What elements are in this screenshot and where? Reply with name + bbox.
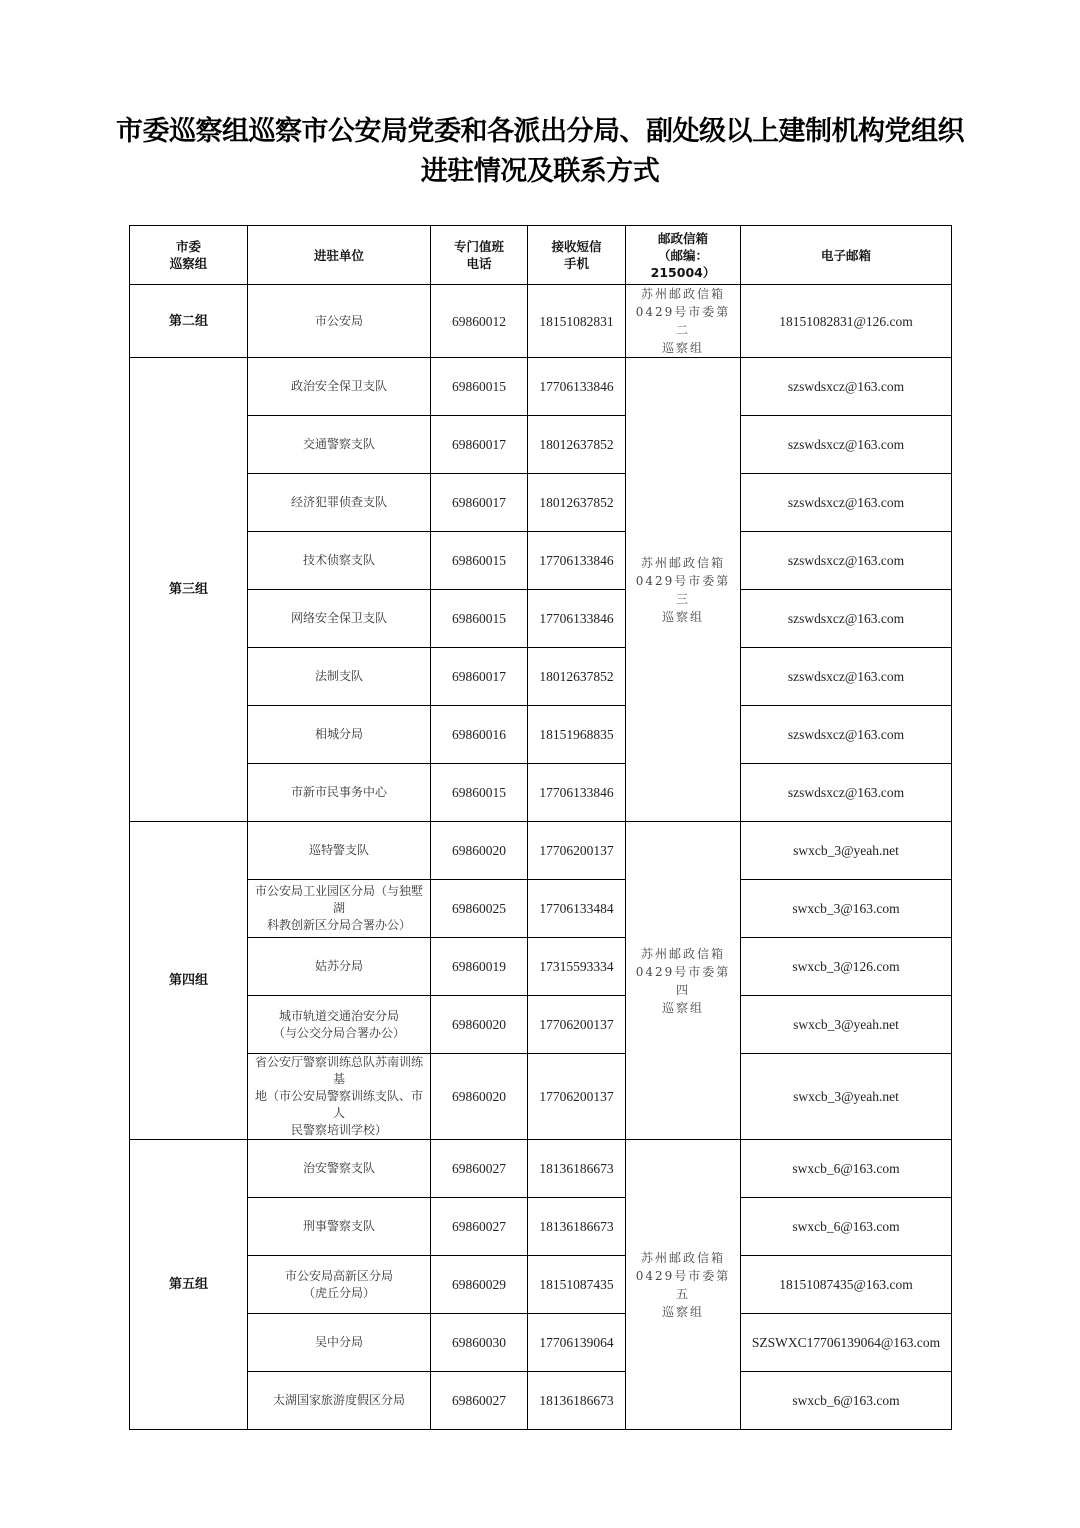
unit-line: 市公安局: [314, 313, 363, 328]
table-row: [130, 1140, 952, 1198]
email-cell: szswdsxcz@163.com: [741, 474, 952, 532]
unit-line: 政治安全保卫支队: [290, 379, 387, 393]
mailbox-line: 0429号市委第四: [635, 964, 731, 997]
unit-cell: [248, 880, 431, 938]
phone-cell: 69860016: [431, 706, 528, 764]
table-row: [130, 1054, 952, 1140]
unit-cell: [248, 358, 431, 416]
mailbox-line: 0429号市委第五: [635, 1268, 731, 1301]
unit-cell: [248, 822, 431, 880]
phone-cell: 69860017: [431, 416, 528, 474]
header-email: 电子邮箱: [741, 226, 952, 285]
mailbox-line: 苏州邮政信箱: [640, 946, 725, 961]
unit-line: 经济犯罪侦查支队: [290, 495, 387, 509]
unit-line: 城市轨道交通治安分局: [278, 1008, 399, 1023]
unit-cell: [248, 416, 431, 474]
unit-line: 技术侦察支队: [302, 553, 375, 567]
mailbox-line: 巡察组: [661, 341, 704, 355]
unit-line: 刑事警察支队: [302, 1219, 375, 1233]
unit-line: 民警察培训学校）: [290, 1123, 387, 1137]
phone-cell: 69860020: [431, 1054, 528, 1140]
sms-cell: 18012637852: [528, 416, 626, 474]
group-name: 第四组: [130, 822, 248, 1140]
table-row: [130, 1198, 952, 1256]
mailbox-line: 巡察组: [661, 609, 704, 624]
unit-cell: [248, 1198, 431, 1256]
email-cell: 18151087435@163.com: [741, 1256, 952, 1314]
phone-cell: 69860027: [431, 1372, 528, 1430]
unit-line: 相城分局: [314, 727, 363, 741]
table-row: [130, 1372, 952, 1430]
header-sms: 接收短信 手机: [528, 226, 626, 285]
title-line-1: 市委巡察组巡察市公安局党委和各派出分局、副处级以上建制机构党组织: [116, 116, 964, 147]
sms-cell: 18136186673: [528, 1372, 626, 1430]
email-cell: swxcb_3@yeah.net: [741, 822, 952, 880]
phone-cell: 69860017: [431, 648, 528, 706]
mailbox-line: 巡察组: [661, 1000, 704, 1015]
email-cell: swxcb_3@163.com: [741, 880, 952, 938]
sms-cell: 17315593334: [528, 938, 626, 996]
sms-cell: 17706133846: [528, 532, 626, 590]
sms-cell: 18151968835: [528, 706, 626, 764]
sms-cell: 18151087435: [528, 1256, 626, 1314]
unit-cell: [248, 648, 431, 706]
unit-cell: [248, 1256, 431, 1314]
phone-cell: 69860030: [431, 1314, 528, 1372]
mailbox-cell: [626, 822, 741, 1140]
email-cell: swxcb_3@126.com: [741, 938, 952, 996]
phone-cell: 69860015: [431, 532, 528, 590]
header-unit: 进驻单位: [248, 226, 431, 285]
table-row: [130, 532, 952, 590]
unit-line: 网络安全保卫支队: [290, 611, 387, 625]
unit-cell: [248, 996, 431, 1054]
email-cell: szswdsxcz@163.com: [741, 590, 952, 648]
unit-line: （与公交分局合署办公）: [272, 1025, 405, 1040]
phone-cell: 69860027: [431, 1198, 528, 1256]
unit-line: （虎丘分局）: [302, 1285, 375, 1300]
header-mailbox: 邮政信箱 （邮编：215004）: [626, 226, 741, 285]
unit-line: 科教创新区分局合署办公）: [266, 918, 411, 932]
phone-cell: 69860012: [431, 285, 528, 358]
sms-cell: 18151082831: [528, 285, 626, 358]
email-cell: szswdsxcz@163.com: [741, 706, 952, 764]
email-cell: swxcb_6@163.com: [741, 1372, 952, 1430]
table-row: [130, 996, 952, 1054]
table-row: [130, 358, 952, 416]
mailbox-line: 苏州邮政信箱: [640, 555, 725, 570]
email-cell: SZSWXC17706139064@163.com: [741, 1314, 952, 1372]
phone-cell: 69860015: [431, 764, 528, 822]
email-cell: szswdsxcz@163.com: [741, 532, 952, 590]
phone-cell: 69860020: [431, 996, 528, 1054]
table-row: [130, 764, 952, 822]
unit-cell: [248, 1054, 431, 1140]
group-name: 第三组: [130, 358, 248, 822]
sms-cell: 17706133846: [528, 358, 626, 416]
email-cell: swxcb_3@yeah.net: [741, 1054, 952, 1140]
phone-cell: 69860029: [431, 1256, 528, 1314]
unit-line: 太湖国家旅游度假区分局: [272, 1393, 405, 1407]
sms-cell: 18136186673: [528, 1140, 626, 1198]
phone-cell: 69860019: [431, 938, 528, 996]
header-row: [130, 226, 952, 285]
email-cell: swxcb_6@163.com: [741, 1140, 952, 1198]
table-row: [130, 1314, 952, 1372]
mailbox-line: 巡察组: [661, 1304, 704, 1319]
unit-line: 巡特警支队: [308, 843, 369, 857]
group-name: 第五组: [130, 1140, 248, 1430]
unit-cell: [248, 532, 431, 590]
sms-cell: 17706200137: [528, 1054, 626, 1140]
table-row: [130, 880, 952, 938]
unit-cell: [248, 706, 431, 764]
table-row: [130, 474, 952, 532]
unit-cell: [248, 590, 431, 648]
email-cell: swxcb_3@yeah.net: [741, 996, 952, 1054]
email-cell: 18151082831@126.com: [741, 285, 952, 358]
sms-cell: 17706133484: [528, 880, 626, 938]
phone-cell: 69860020: [431, 822, 528, 880]
phone-cell: 69860015: [431, 358, 528, 416]
unit-line: 市公安局工业园区分局（与独墅湖: [254, 884, 423, 915]
unit-cell: [248, 474, 431, 532]
table-row: [130, 706, 952, 764]
title-line-2: 进驻情况及联系方式: [420, 156, 660, 187]
unit-line: 市新市民事务中心: [290, 785, 387, 799]
group-name: 第二组: [130, 285, 248, 358]
table-row: [130, 590, 952, 648]
unit-line: 姑苏分局: [314, 959, 363, 973]
email-cell: szswdsxcz@163.com: [741, 358, 952, 416]
table-row: [130, 416, 952, 474]
header-group: 市委 巡察组: [130, 226, 248, 285]
email-cell: szswdsxcz@163.com: [741, 416, 952, 474]
mailbox-cell: [626, 1140, 741, 1430]
unit-line: 治安警察支队: [302, 1161, 375, 1175]
table-row: [130, 285, 952, 358]
sms-cell: 18012637852: [528, 474, 626, 532]
header-phone: 专门值班 电话: [431, 226, 528, 285]
unit-cell: [248, 285, 431, 358]
phone-cell: 69860015: [431, 590, 528, 648]
mailbox-line: 苏州邮政信箱: [640, 1250, 725, 1265]
sms-cell: 17706200137: [528, 996, 626, 1054]
unit-cell: [248, 1140, 431, 1198]
sms-cell: 18012637852: [528, 648, 626, 706]
unit-line: 法制支队: [314, 669, 363, 683]
table-row: [130, 648, 952, 706]
sms-cell: 17706139064: [528, 1314, 626, 1372]
mailbox-cell: [626, 285, 741, 358]
mailbox-line: 苏州邮政信箱: [640, 287, 725, 301]
email-cell: szswdsxcz@163.com: [741, 648, 952, 706]
inspection-contact-table: [129, 225, 952, 1430]
email-cell: szswdsxcz@163.com: [741, 764, 952, 822]
unit-line: 交通警察支队: [302, 437, 375, 451]
phone-cell: 69860025: [431, 880, 528, 938]
phone-cell: 69860027: [431, 1140, 528, 1198]
sms-cell: 17706133846: [528, 764, 626, 822]
table-row: [130, 1256, 952, 1314]
sms-cell: 17706200137: [528, 822, 626, 880]
document-title: [100, 112, 980, 192]
table-row: [130, 938, 952, 996]
mailbox-line: 0429号市委第三: [635, 573, 731, 606]
unit-line: 吴中分局: [314, 1335, 363, 1349]
phone-cell: 69860017: [431, 474, 528, 532]
unit-cell: [248, 1372, 431, 1430]
unit-cell: [248, 1314, 431, 1372]
sms-cell: 17706133846: [528, 590, 626, 648]
table-row: [130, 822, 952, 880]
unit-cell: [248, 938, 431, 996]
sms-cell: 18136186673: [528, 1198, 626, 1256]
email-cell: swxcb_6@163.com: [741, 1198, 952, 1256]
unit-line: 市公安局高新区分局: [284, 1268, 393, 1283]
mailbox-line: 0429号市委第二: [635, 305, 731, 337]
unit-line: 省公安厅警察训练总队苏南训练基: [254, 1055, 423, 1086]
unit-cell: [248, 764, 431, 822]
unit-line: 地（市公安局警察训练支队、市人: [254, 1089, 423, 1120]
mailbox-cell: [626, 358, 741, 822]
